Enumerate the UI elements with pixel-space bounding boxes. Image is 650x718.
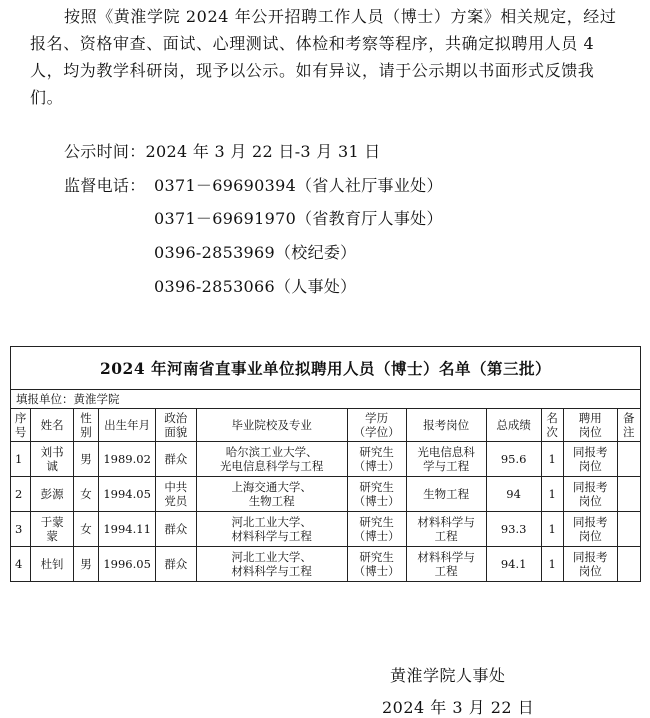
cell-line: 蒙 (46, 529, 58, 543)
cell-line: 河北工业大学、 (231, 550, 312, 564)
candidate-grid (10, 408, 641, 582)
phone-3: 0396-2853969（校纪委） (154, 243, 357, 262)
cell-seq: 4 (11, 547, 31, 582)
cell-post (406, 477, 486, 512)
cell-line: 生物工程 (423, 487, 470, 501)
header-line: 性 (80, 411, 92, 425)
cell-line: （博士） (353, 564, 400, 578)
cell-remark (617, 512, 640, 547)
period-value: 2024 年 3 月 22 日-3 月 31 日 (145, 142, 381, 161)
header-gender (73, 409, 98, 442)
cell-line: 同报考 (572, 480, 608, 494)
table-row (11, 442, 641, 477)
cell-name (31, 512, 74, 547)
cell-seq: 2 (11, 477, 31, 512)
cell-remark (617, 547, 640, 582)
cell-line: 学与工程 (423, 459, 470, 473)
table-row (11, 477, 641, 512)
signature-date: 2024 年 3 月 22 日 (382, 698, 535, 717)
cell-line: 光电信息科 (417, 445, 475, 459)
header-line: 号 (14, 425, 27, 439)
cell-line: 岗位 (578, 529, 602, 543)
cell-line: 上海交通大学、 (231, 480, 312, 494)
reporting-unit (10, 389, 641, 408)
cell-line: 刘书 (40, 445, 64, 459)
cell-line: 工程 (434, 564, 458, 578)
header-name (31, 409, 74, 442)
header-line: 出生年月 (104, 418, 151, 432)
table-header-row (11, 409, 641, 442)
cell-politics (156, 512, 197, 547)
cell-line: 于蒙 (40, 515, 64, 529)
cell-hire (563, 512, 617, 547)
header-rank (541, 409, 563, 442)
header-school (196, 409, 347, 442)
cell-school (196, 547, 347, 582)
phone-1: 0371－69690394（省人社厅事业处） (154, 176, 443, 195)
cell-post (406, 547, 486, 582)
cell-line: 群众 (164, 452, 188, 466)
cell-rank: 1 (541, 547, 563, 582)
cell-line: 哈尔滨工业大学、 (225, 445, 318, 459)
cell-line: 同报考 (572, 445, 608, 459)
cell-degree (347, 547, 406, 582)
cell-score: 95.6 (486, 442, 541, 477)
header-line: 名 (546, 411, 558, 425)
phone-2: 0371－69691970（省教育厅人事处） (154, 209, 443, 228)
cell-politics (156, 477, 197, 512)
cell-gender: 男 (73, 547, 98, 582)
cell-hire (563, 547, 617, 582)
cell-rank: 1 (541, 512, 563, 547)
cell-birth: 1994.11 (99, 512, 156, 547)
cell-line: 岗位 (578, 459, 602, 473)
cell-line: 材料科学与工程 (231, 529, 312, 543)
cell-school (196, 512, 347, 547)
supervision-phone-label: 监督电话： (64, 176, 146, 195)
cell-line: （博士） (353, 459, 400, 473)
cell-line: 同报考 (572, 515, 608, 529)
header-politics (156, 409, 197, 442)
cell-seq: 3 (11, 512, 31, 547)
cell-birth: 1996.05 (99, 547, 156, 582)
cell-line: 研究生 (359, 480, 394, 494)
cell-line: 党员 (164, 494, 188, 508)
cell-line: 中共 (164, 480, 188, 494)
cell-line: 岗位 (578, 564, 602, 578)
header-line: 序 (14, 411, 27, 425)
cell-line: （博士） (353, 494, 400, 508)
table-row (11, 547, 641, 582)
header-line: 姓名 (40, 418, 64, 432)
cell-school (196, 477, 347, 512)
cell-post (406, 442, 486, 477)
cell-line: 杜钊 (40, 557, 64, 571)
cell-school (196, 442, 347, 477)
notice-paragraph (30, 3, 622, 111)
cell-line: 光电信息科学与工程 (219, 459, 324, 473)
cell-gender: 女 (73, 512, 98, 547)
cell-score: 94.1 (486, 547, 541, 582)
header-line: 报考岗位 (423, 418, 470, 432)
header-line: 聘用 (578, 411, 602, 425)
cell-score: 94 (486, 477, 541, 512)
header-line: 政治 (164, 411, 188, 425)
cell-line: 诚 (46, 459, 58, 473)
header-line: 面貌 (164, 425, 188, 439)
cell-politics (156, 442, 197, 477)
cell-gender: 男 (73, 442, 98, 477)
cell-remark (617, 477, 640, 512)
header-line: 岗位 (578, 425, 602, 439)
cell-score: 93.3 (486, 512, 541, 547)
cell-politics (156, 547, 197, 582)
candidate-table (10, 346, 641, 582)
cell-degree (347, 477, 406, 512)
header-hire (563, 409, 617, 442)
header-line: 毕业院校及专业 (231, 418, 312, 432)
cell-rank: 1 (541, 477, 563, 512)
cell-line: 工程 (434, 529, 458, 543)
cell-line: 岗位 (578, 494, 602, 508)
phone-4: 0396-2853066（人事处） (154, 277, 357, 296)
cell-degree (347, 512, 406, 547)
cell-line: 研究生 (359, 550, 394, 564)
cell-seq: 1 (11, 442, 31, 477)
header-line: 次 (546, 425, 558, 439)
cell-line: 河北工业大学、 (231, 515, 312, 529)
cell-gender: 女 (73, 477, 98, 512)
cell-line: 材料科学与工程 (231, 564, 312, 578)
cell-line: 材料科学与 (417, 550, 475, 564)
announcement-period (64, 142, 381, 162)
cell-birth: 1989.02 (99, 442, 156, 477)
header-degree (347, 409, 406, 442)
header-line: 总成绩 (496, 418, 531, 432)
cell-hire (563, 442, 617, 477)
header-line: 注 (623, 425, 635, 439)
cell-name (31, 477, 74, 512)
cell-line: 彭源 (40, 487, 64, 501)
cell-line: 群众 (164, 522, 188, 536)
cell-name (31, 442, 74, 477)
period-label: 公示时间： (64, 142, 146, 161)
cell-line: （博士） (353, 529, 400, 543)
cell-degree (347, 442, 406, 477)
header-post (406, 409, 486, 442)
unit-value: 黄淮学院 (73, 392, 120, 406)
notice-body: 按照《黄淮学院 2024 年公开招聘工作人员（博士）方案》相关规定，经过报名、资格审查、面试、心理测试、体检和考察等程序，共确定拟聘用人员 4 人，均为教学科研岗，现予以公示。如有异议，请于公示期以书面形式反馈我们。 (30, 7, 617, 107)
cell-rank: 1 (541, 442, 563, 477)
cell-line: 研究生 (359, 515, 394, 529)
cell-line: 同报考 (572, 550, 608, 564)
unit-label: 填报单位： (16, 392, 74, 406)
header-line: 别 (80, 425, 92, 439)
cell-remark (617, 442, 640, 477)
header-remark (617, 409, 640, 442)
cell-line: 研究生 (359, 445, 394, 459)
cell-hire (563, 477, 617, 512)
cell-name (31, 547, 74, 582)
header-seq (11, 409, 31, 442)
table-row (11, 512, 641, 547)
header-line: （学位） (353, 425, 400, 439)
cell-line: 生物工程 (248, 494, 295, 508)
header-score (486, 409, 541, 442)
table-title: 2024 年河南省直事业单位拟聘用人员（博士）名单（第三批） (10, 346, 641, 389)
cell-birth: 1994.05 (99, 477, 156, 512)
cell-line: 材料科学与 (417, 515, 475, 529)
header-birth (99, 409, 156, 442)
cell-post (406, 512, 486, 547)
header-line: 学历 (365, 411, 389, 425)
cell-line: 群众 (164, 557, 188, 571)
signature-org: 黄淮学院人事处 (390, 666, 506, 685)
header-line: 备 (623, 411, 635, 425)
